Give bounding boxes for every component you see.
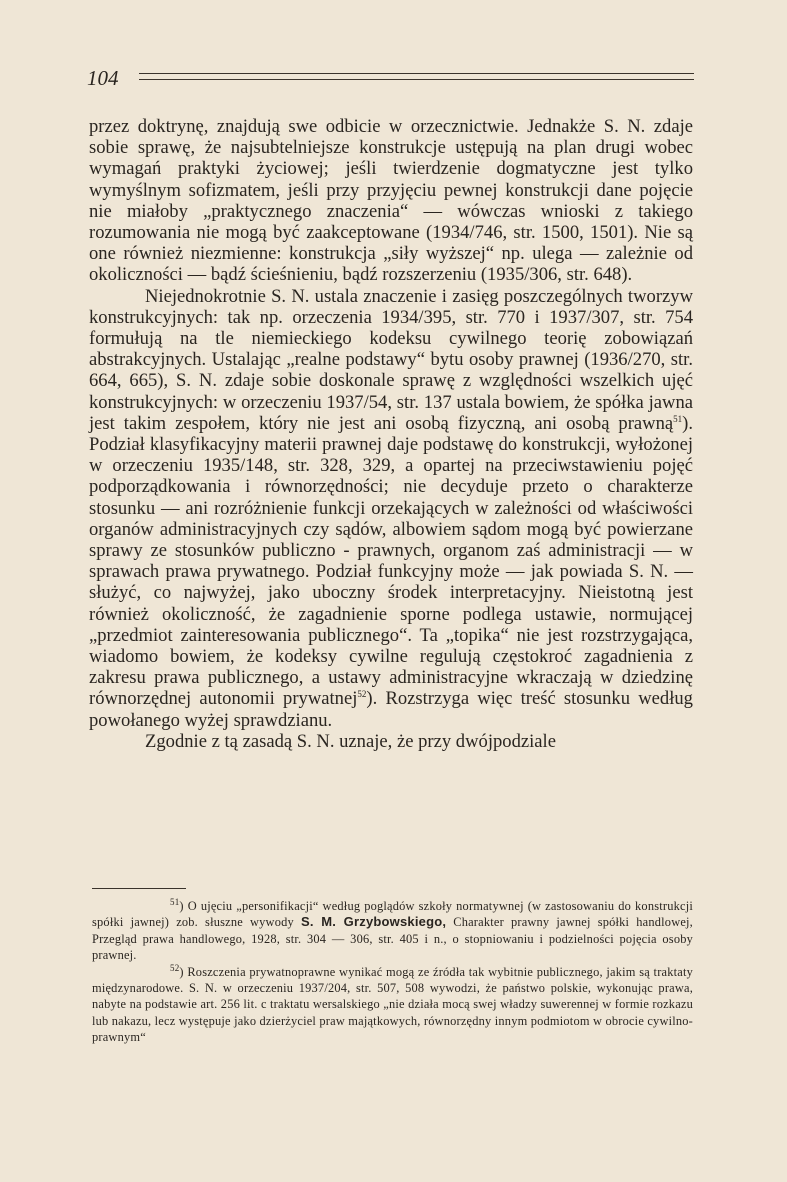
main-text (89, 116, 693, 752)
footnote-51 (92, 898, 693, 964)
footnotes (92, 898, 693, 1046)
paragraph-3-text: Zgodnie z tą zasadą S. N. uznaje, że przy dwójpodziale (145, 730, 556, 752)
paragraph-2-text-b: ). Podział klasyfikacyjny materii prawnej daje podstawę do konstrukcji, wyłożonej w orzeczeniu 1935/148, str. 328, 329, a opartej na przeciwstawieniu pojęć podporządkowania i równorzędności; nie decyduje przeto o charakterze stosunku — ani rozróżnienie funkcji orzekających w zależności od właściwości organów administracyjnych czy sądów, albowiem sądom mogą być powierzane sprawy ze stosunków publiczno - prawnych, organom zaś administracji — w sprawach prawa prywatnego. Podział funkcyjny może — jak powiada S. N. — służyć, co najwyżej, jako uboczny środek interpretacyjny. Nieistotną jest również okoliczność, że zagadnienie sporne podlega ustawie, normującej „przedmiot zainteresowania publicznego“. Ta „topika“ nie jest rozstrzygająca, wiadomo bowiem, że kodeksy cywilne regulują częstokroć zagadnienia z zakresu prawa publicznego, a ustawy administracyjne wkraczają w dziedzinę równorzędnej autonomii prywatnej (89, 412, 693, 710)
paragraph-2 (89, 286, 693, 731)
footnote-divider (92, 888, 186, 889)
footnote-ref-51[interactable]: 51 (673, 413, 683, 424)
paragraph-1-text: przez doktrynę, znajdują swe odbicie w orzecznictwie. Jednakże S. N. zdaje sobie sprawę, że najsubtelniejsze konstrukcje ustępują na plan drugi wobec wymagań praktyki życiowej; jeśli twierdzenie dogmatyczne jest tylko wymyślnym sofizmatem, jeśli przy przyjęciu pewnej konstrukcji dane pojęcie nie miałoby „praktycznego znaczenia“ — wówczas wnioski z takiego rozumowania nie mogą być zaakceptowane (1934/746, str. 1500, 1501). Nie są one również niezmienne: konstrukcja „siły wyższej“ np. ulega — zależnie od okoliczności — bądź ścieśnieniu, bądź rozszerzeniu (1935/306, str. 648). (89, 116, 693, 286)
footnote-mark-51: 51 (170, 896, 180, 907)
footnote-ref-52[interactable]: 52 (357, 689, 367, 700)
page-header (87, 66, 694, 90)
paragraph-2-text-c: ). Rozstrzyga więc treść stosunku według powołanego wyżej sprawdzianu. (89, 688, 693, 731)
footnote-52 (92, 964, 693, 1046)
footnote-52-text: ) Roszczenia prywatnoprawne wynikać mogą ze źródła tak wybitnie publicznego, jakim są traktaty międzynarodowe. S. N. w orzeczeniu 1937/204, str. 507, 508 wywodzi, że państwo polskie, wykonując prawa, nabyte na podstawie art. 256 lit. c traktatu wersalskiego „nie działa mocą swej władzy suwerennej w formie rozkazu lub nakazu, lecz występuje jako dzierżyciel praw majątkowych, równorzędny innym podmiotom w obrocie cywilno-prawnym“ (92, 964, 693, 1045)
footnote-51-text-a: ) O ujęciu „personifikacji“ według poglądów szkoły normatywnej (w zastosowaniu do konstrukcji spółki jawnej) zob. słuszne wywody (92, 899, 693, 930)
paragraph-3 (89, 731, 693, 752)
footnote-mark-52: 52 (170, 962, 180, 973)
page-number: 104 (87, 66, 119, 90)
paragraph-2-text-a: Niejednokrotnie S. N. ustala znaczenie i zasięg poszczególnych tworzyw konstrukcyjnych: tak np. orzeczenia 1934/395, str. 770 i 1937/307, str. 754 formułują na tle niemieckiego kodeksu cywilnego teorię zobowiązań abstrakcyjnych. Ustalając „realne podstawy“ bytu osoby prawnej (1936/270, str. 664, 665), S. N. zdaje sobie doskonale sprawę z względności wszelkich ujęć konstrukcyjnych: w orzeczeniu 1937/54, str. 137 ustala bowiem, że spółka jawna jest takim zespołem, który nie jest ani osobą fizyczną, ani osobą prawną (89, 285, 693, 434)
footnote-51-author: S. M. Grzybowskiego, (300, 914, 447, 930)
footnote-51-text-b: Charakter prawny jawnej spółki handlowej, Przegląd prawa handlowego, 1928, str. 304 — 306, str. 405 i n., o stopniowaniu i podzielności pojęcia osoby prawnej. (92, 915, 693, 963)
paragraph-1 (89, 116, 693, 286)
header-double-rule (139, 73, 694, 80)
